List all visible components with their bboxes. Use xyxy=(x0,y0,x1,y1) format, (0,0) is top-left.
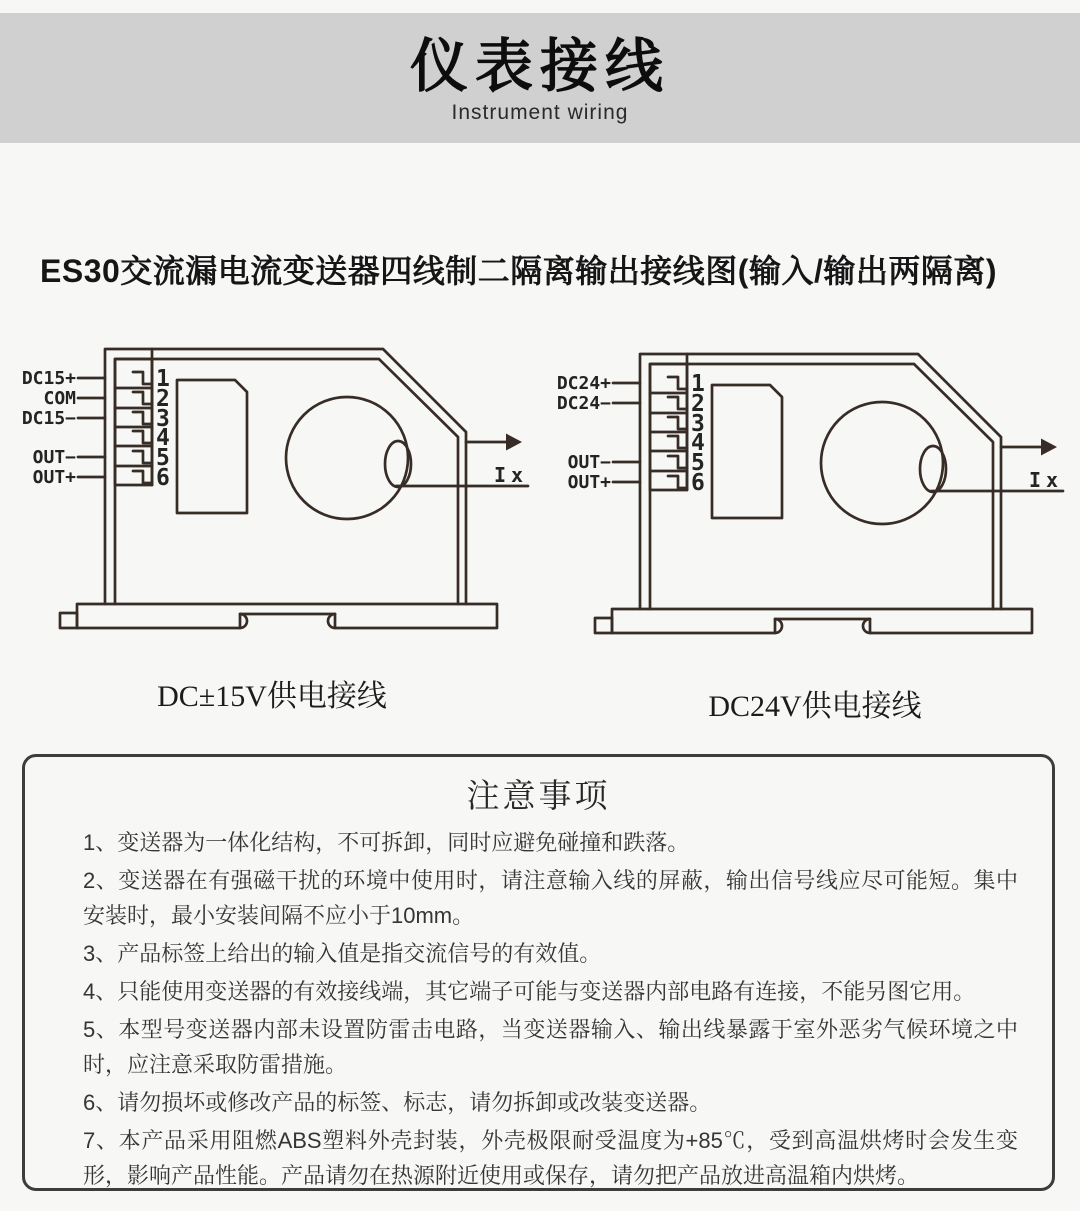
right-diagram-annotations xyxy=(557,371,1063,496)
page-subtitle: Instrument wiring xyxy=(451,101,629,124)
terminal-number: 6 xyxy=(156,465,170,491)
notes-list xyxy=(25,825,1052,1193)
terminal-leader-lines xyxy=(78,378,105,477)
terminal-label: COM xyxy=(43,388,76,409)
wire-current-label: Ix xyxy=(494,463,529,487)
device-body-right xyxy=(595,354,1063,633)
wiring-diagrams xyxy=(0,330,1080,660)
right-diagram-caption: DC24V供电接线 xyxy=(708,690,922,723)
terminal-number: 6 xyxy=(691,470,705,496)
terminal-number: 2 xyxy=(691,391,705,417)
terminal-label: DC15+ xyxy=(21,368,76,389)
terminal-leader-lines xyxy=(613,383,640,482)
note-item: 3、产品标签上给出的输入值是指交流信号的有效值。 xyxy=(83,941,602,966)
notes-title: 注意事项 xyxy=(466,777,611,814)
note-item: 7、本产品采用阻燃ABS塑料外壳封装，外壳极限耐受温度为+85℃，受到高温烘烤时会发生变形，影响产品性能。产品请勿在热源附近使用或保存，请勿把产品放进高温箱内烘烤。 xyxy=(83,1128,1018,1188)
terminal-label: OUT+ xyxy=(32,467,76,488)
page-header xyxy=(0,13,1080,143)
notes-box xyxy=(22,754,1055,1191)
note-item: 1、变送器为一体化结构，不可拆卸，同时应避免碰撞和跌落。 xyxy=(83,830,690,855)
page-title: 仪表接线 xyxy=(409,34,670,99)
terminal-number: 5 xyxy=(156,445,170,471)
wire-current-label: Ix xyxy=(1029,468,1064,492)
terminal-number: 4 xyxy=(691,430,705,456)
section-title: ES30交流漏电流变送器四线制二隔离输出接线图(输入/输出两隔离) xyxy=(40,253,997,289)
terminal-label: DC15− xyxy=(21,408,76,429)
terminal-label: DC24+ xyxy=(556,373,611,394)
terminal-label: OUT− xyxy=(32,447,76,468)
note-item: 6、请勿损坏或修改产品的标签、标志，请勿拆卸或改装变送器。 xyxy=(83,1090,712,1115)
terminal-number: 2 xyxy=(156,386,170,412)
left-diagram-annotations xyxy=(22,366,528,491)
terminal-number: 3 xyxy=(156,406,170,432)
terminal-number: 3 xyxy=(691,411,705,437)
terminal-number: 5 xyxy=(691,450,705,476)
terminal-number: 1 xyxy=(156,366,170,392)
terminal-label: OUT+ xyxy=(567,472,611,493)
terminal-label: DC24− xyxy=(556,393,611,414)
note-item: 4、只能使用变送器的有效接线端，其它端子可能与变送器内部电路有连接，不能另图它用。 xyxy=(83,979,976,1004)
terminal-number: 4 xyxy=(156,425,170,451)
left-diagram-caption: DC±15V供电接线 xyxy=(157,680,387,713)
note-item: 2、变送器在有强磁干扰的环境中使用时，请注意输入线的屏蔽，输出信号线应尽可能短。集中安装时，最小安装间隔不应小于10mm。 xyxy=(83,868,1018,928)
terminal-number: 1 xyxy=(691,371,705,397)
terminal-label: OUT− xyxy=(567,452,611,473)
device-body-left xyxy=(60,349,528,628)
note-item: 5、本型号变送器内部未设置防雷击电路，当变送器输入、输出线暴露于室外恶劣气候环境之中时，应注意采取防雷措施。 xyxy=(83,1017,1018,1077)
